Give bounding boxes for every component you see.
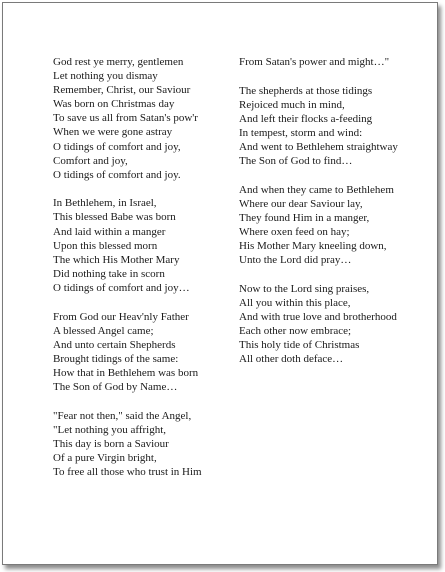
poem-line: Now to the Lord sing praises, [239,282,370,295]
poem-line: O tidings of comfort and joy… [53,281,190,294]
stanza [239,55,409,69]
poem-line: From Satan's power and might…" [239,56,390,68]
poem-line: Upon this blessed morn [53,239,158,252]
left-column [53,55,223,494]
poem-line: God rest ye merry, gentlemen [53,56,184,68]
poem-line: How that in Bethlehem was born [53,366,199,379]
poem-line: Brought tidings of the same: [53,352,179,365]
stanza [53,409,223,479]
poem-line: From God our Heav'nly Father [53,310,189,323]
poem-line: Each other now embrace; [239,325,352,337]
poem-line: The Son of God by Name… [53,380,178,393]
poem-line: Of a pure Virgin bright, [53,451,157,464]
poem-line: "Fear not then," said the Angel, [53,409,192,422]
poem-line: Where oxen feed on hay; [239,225,350,238]
stanza [53,55,223,182]
poem-line: When we were gone astray [53,126,173,139]
poem-line: Comfort and joy, [53,154,128,167]
poem-line: This blessed Babe was born [53,211,176,224]
poem-line: Rejoiced much in mind, [239,98,345,111]
poem-line: And left their flocks a-feeding [239,112,373,125]
poem-line: All other doth deface… [239,353,344,366]
poem-line: The which His Mother Mary [53,253,180,266]
poem-line: And laid within a manger [53,225,166,238]
poem-line: A blessed Angel came; [53,324,154,337]
poem-line: His Mother Mary kneeling down, [239,240,387,253]
poem-line: O tidings of comfort and joy, [53,140,181,153]
stanza [53,310,223,395]
stanza [239,183,409,268]
stanza [239,282,409,367]
poem-line: To save us all from Satan's pow'r [53,112,198,125]
poem-line: "Let nothing you affright, [53,423,167,436]
poem-line: Remember, Christ, our Saviour [53,84,191,97]
poem-line: Let nothing you dismay [53,70,158,83]
poem-line: All you within this place, [239,296,351,309]
poem-line: This day is born a Saviour [53,437,169,450]
poem-line: In tempest, storm and wind: [239,126,363,139]
poem-line: And unto certain Shepherds [53,338,176,351]
stanza [239,84,409,169]
poem-line: Did nothing take in scorn [53,267,165,280]
poem-line: To free all those who trust in Him [53,465,202,478]
poem-line: And when they came to Bethlehem [239,183,394,196]
poem-line: Was born on Christmas day [53,98,175,111]
poem-line: And with true love and brotherhood [239,310,397,323]
poem-line: This holy tide of Christmas [239,339,360,352]
stanza [53,196,223,295]
poem-line: Where our dear Saviour lay, [239,197,363,210]
poem-line: The shepherds at those tidings [239,84,373,97]
poem-line: O tidings of comfort and joy. [53,168,181,181]
poem-line: And went to Bethlehem straightway [239,140,398,153]
poem-line: They found Him in a manger, [239,211,370,224]
poem-line: In Bethlehem, in Israel, [53,197,157,210]
poem-line: The Son of God to find… [239,155,353,168]
right-column [239,55,409,381]
document-page [2,2,438,565]
poem-line: Unto the Lord did pray… [239,254,352,267]
